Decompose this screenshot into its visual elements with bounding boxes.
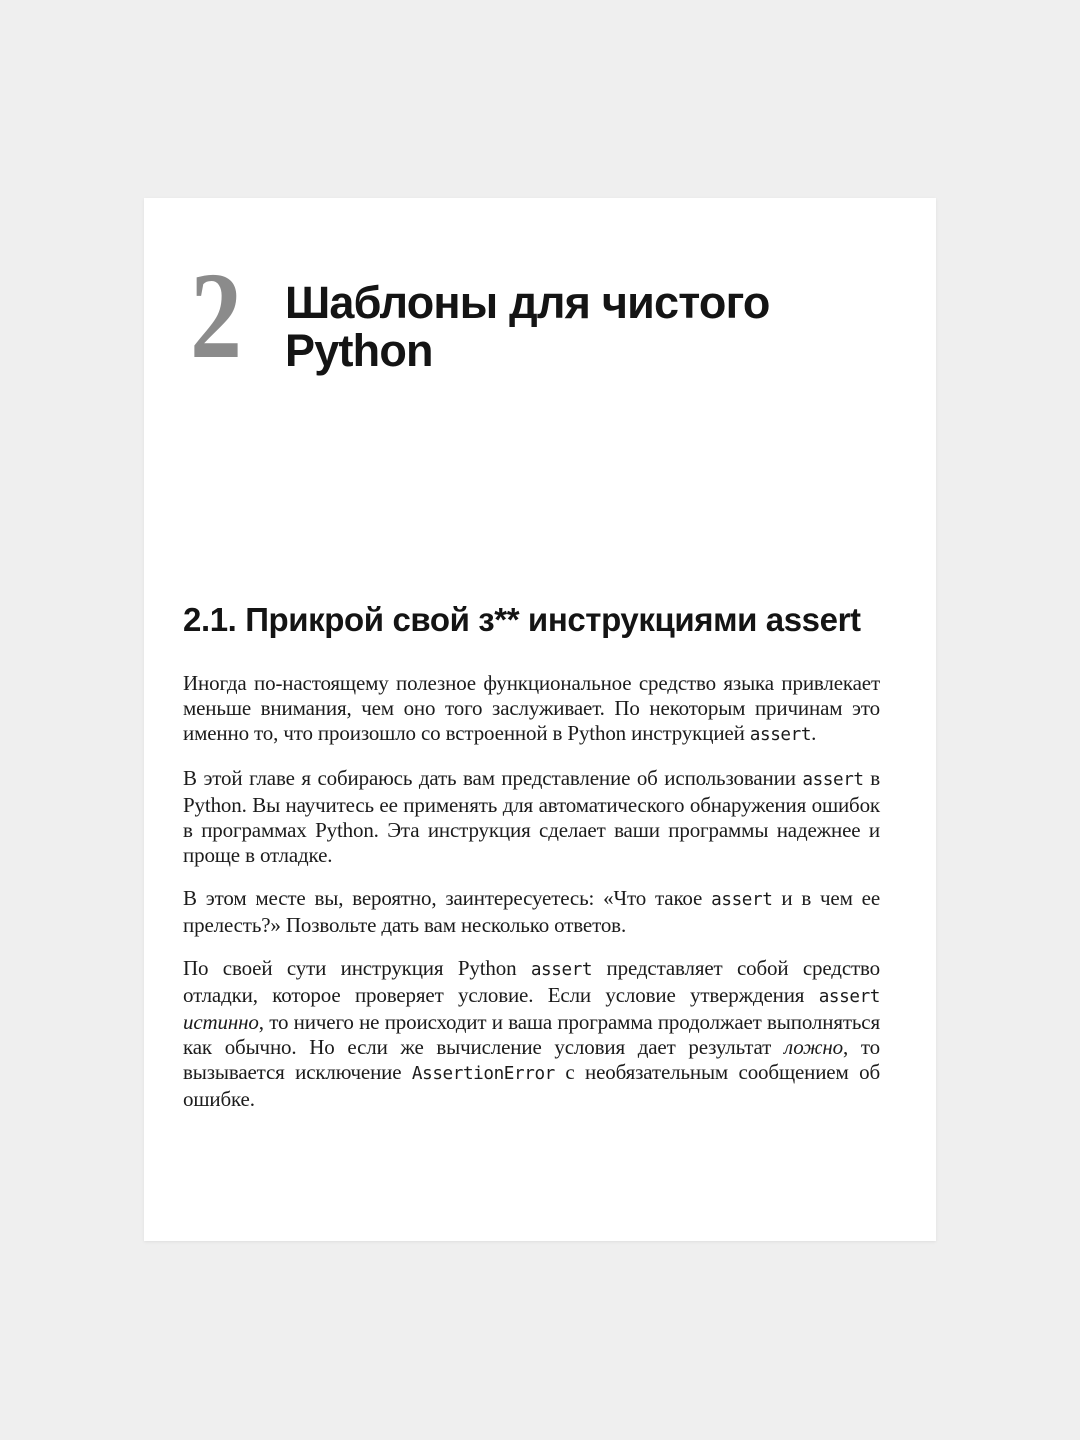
body-text xyxy=(183,671,880,1130)
chapter-number: 2 xyxy=(190,247,243,384)
text-segment: , то ничего не происходит и ваша программа продолжает выполняться как обычно. Но если же вычисление условия дает результат xyxy=(183,1010,880,1059)
paragraph xyxy=(183,671,880,748)
chapter-title-line-1: Шаблоны для чистого xyxy=(285,277,770,328)
inline-code: AssertionError xyxy=(411,1064,555,1084)
inline-code: assert xyxy=(711,890,773,910)
inline-code: assert xyxy=(802,770,864,790)
text-segment: с необязательным сообщением об ошибке. xyxy=(183,1060,880,1111)
section-heading: 2.1. Прикрой свой з** инструкциями assert xyxy=(183,601,861,638)
text-segment: В этой главе я собираюсь дать вам представление об использовании xyxy=(183,766,803,790)
text-segment: и в чем ее прелесть?» Позвольте дать вам несколько ответов. xyxy=(183,886,880,937)
text-segment: . xyxy=(811,721,817,745)
inline-code: assert xyxy=(818,987,880,1007)
paragraph xyxy=(183,886,880,938)
paragraph xyxy=(183,766,880,868)
text-segment: ложно xyxy=(783,1035,844,1059)
text-segment: В этом месте вы, вероятно, заинтересуетесь: «Что такое xyxy=(183,886,712,910)
book-page xyxy=(144,198,936,1241)
chapter-title xyxy=(285,279,770,375)
inline-code: assert xyxy=(749,725,812,745)
text-segment: Иногда по-настоящему полезное функциональное средство языка привлекает меньше внимания, чем оно того заслуживает. По некоторым причинам это именно то, что произошло со встроенной в Python инструкцией xyxy=(183,671,880,745)
inline-code: assert xyxy=(530,960,593,980)
text-segment: представляет собой средство отладки, которое проверяет условие. Если условие утверждения xyxy=(183,956,880,1007)
text-segment: , то вызывается исключение xyxy=(183,1035,880,1084)
chapter-title-line-2: Python xyxy=(285,325,433,376)
paragraph xyxy=(183,956,880,1112)
text-segment: истинно xyxy=(183,1010,259,1034)
text-segment: По своей сути инструкция Python xyxy=(183,956,531,980)
text-segment: в Python. Вы научитесь ее применять для автоматического обнаружения ошибок в программах Python. Эта инструкция сделает ваши программы надежнее и проще в отладке. xyxy=(183,766,881,867)
